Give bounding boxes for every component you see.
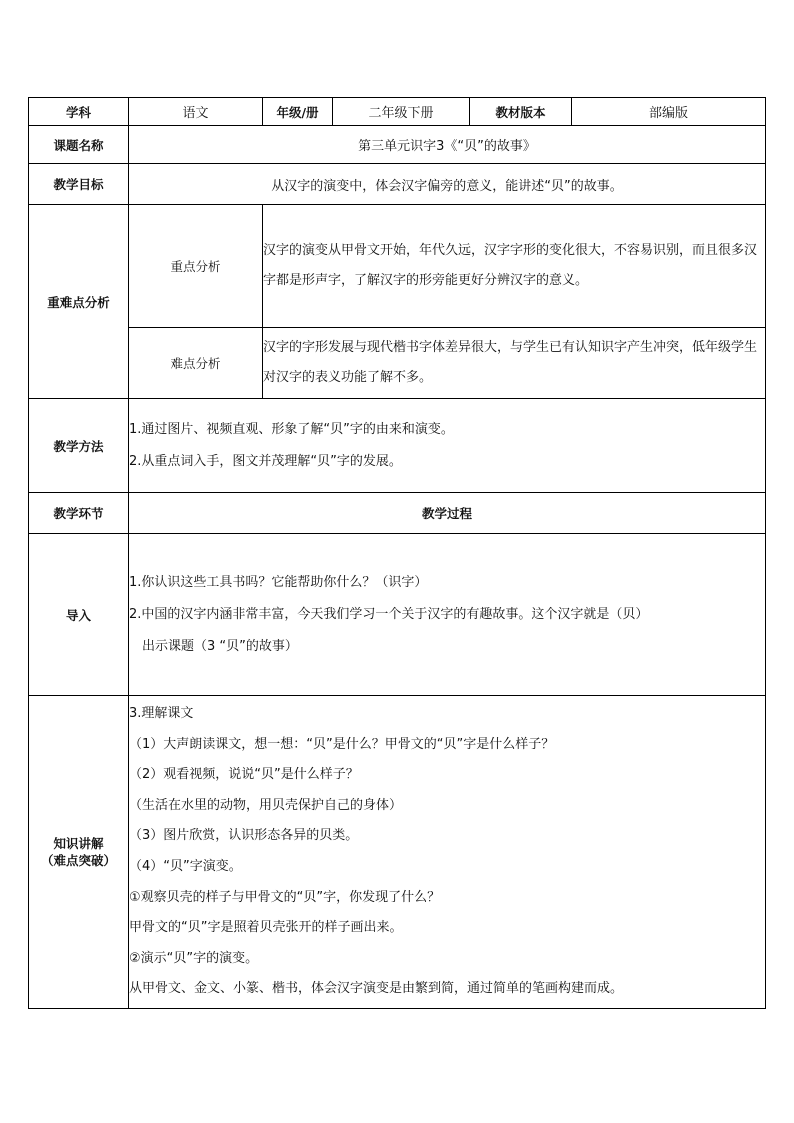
knowledge-line: 3.理解课文 [129, 706, 194, 722]
process-header-row [29, 493, 766, 534]
goal-label: 教学目标 [29, 164, 129, 205]
key-point-text: 汉字的演变从甲骨文开始，年代久远，汉字字形的变化很大，不容易识别，而且很多汉字都是形声字，了解汉字的形旁能更好分辨汉字的意义。 [263, 205, 766, 328]
grade-label: 年级/册 [263, 98, 333, 126]
knowledge-line: ②演示“贝”字的演变。 [129, 950, 259, 966]
intro-line: 1.你认识这些工具书吗？它能帮助你什么？（识字） [129, 574, 428, 590]
knowledge-line: （生活在水里的动物，用贝壳保护自己的身体） [129, 797, 403, 813]
edition-label: 教材版本 [470, 98, 572, 126]
knowledge-label [29, 696, 129, 1009]
header-row [29, 98, 766, 126]
difficult-point-row [29, 328, 766, 399]
knowledge-line: （4）“贝”字演变。 [129, 859, 242, 874]
edition-value: 部编版 [572, 98, 766, 126]
method-label: 教学方法 [29, 399, 129, 493]
grade-value: 二年级下册 [333, 98, 470, 126]
title-row [29, 126, 766, 164]
difficult-point-text: 汉字的字形发展与现代楷书字体差异很大，与学生已有认知识字产生冲突，低年级学生对汉字的表义功能了解不多。 [263, 328, 766, 399]
process-label: 教学过程 [129, 493, 766, 534]
lesson-title-label: 课题名称 [29, 126, 129, 164]
subject-value: 语文 [129, 98, 263, 126]
intro-content [129, 534, 766, 696]
difficult-point-label: 难点分析 [129, 328, 263, 399]
intro-row [29, 534, 766, 696]
knowledge-line: （1）大声朗读课文，想一想：“贝”是什么？甲骨文的“贝”字是什么样子？ [129, 736, 555, 752]
knowledge-line: ①观察贝壳的样子与甲骨文的“贝”字，你发现了什么？ [129, 889, 441, 905]
knowledge-line: 甲骨文的“贝”字是照着贝壳张开的样子画出来。 [129, 920, 403, 936]
knowledge-line: （3）图片欣赏，认识形态各异的贝类。 [129, 828, 359, 844]
knowledge-content [129, 696, 766, 1009]
knowledge-line: 从甲骨文、金文、小篆、楷书，体会汉字演变是由繁到简，通过简单的笔画构建而成。 [129, 981, 624, 997]
knowledge-row [29, 696, 766, 1009]
knowledge-label-line1: 知识讲解 [53, 836, 104, 851]
method-row [29, 399, 766, 493]
subject-label: 学科 [29, 98, 129, 126]
lesson-plan-table [28, 97, 766, 1009]
lesson-title-value: 第三单元识字3《“贝”的故事》 [129, 126, 766, 164]
goal-row [29, 164, 766, 205]
knowledge-label-line2: （难点突破） [40, 853, 116, 868]
intro-label: 导入 [29, 534, 129, 696]
knowledge-line: （2）观看视频，说说“贝”是什么样子？ [129, 767, 359, 783]
key-point-label: 重点分析 [129, 205, 263, 328]
intro-line: 2.中国的汉字内涵非常丰富，今天我们学习一个关于汉字的有趣故事。这个汉字就是（贝） [129, 606, 649, 622]
method-item: 2.从重点词入手，图文并茂理解“贝”字的发展。 [129, 453, 402, 469]
analysis-label: 重难点分析 [29, 205, 129, 399]
goal-text: 从汉字的演变中，体会汉字偏旁的意义，能讲述“贝”的故事。 [129, 164, 766, 205]
process-stage-label: 教学环节 [29, 493, 129, 534]
intro-line: 出示课题（3 “贝”的故事） [142, 638, 298, 654]
method-list [129, 399, 766, 493]
key-point-row [29, 205, 766, 328]
method-item: 1.通过图片、视频直观、形象了解“贝”字的由来和演变。 [129, 421, 454, 437]
